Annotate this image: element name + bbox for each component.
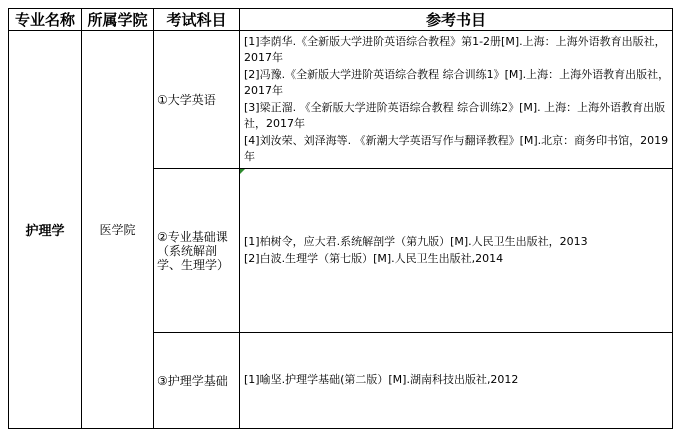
subject-row-1 [9,31,673,169]
document [8,8,673,429]
books-cell-3 [240,333,673,429]
book-entry: [2]冯豫.《全新版大学进阶英语综合教程 综合训练1》[M].上海：上海外语教育出版社，2017年 [244,67,670,97]
header-major: 专业名称 [9,9,82,31]
reference-table [8,8,673,429]
college-cell: 医学院 [82,31,154,429]
major-cell: 护理学 [9,31,82,429]
book-entry: [1]喻坚.护理学基础(第二版）[M].湖南科技出版社,2012 [244,373,519,387]
header-row [9,9,673,31]
subject-cell-2: ②专业基础课（系统解剖学、生理学） [154,169,240,333]
books-cell-2 [240,169,673,333]
book-entry: [2]白波.生理学（第七版）[M].人民卫生出版社,2014 [244,251,504,265]
header-subject: 考试科目 [154,9,240,31]
book-entry: [1]柏树令，应大君.系统解剖学（第九版）[M].人民卫生出版社，2013 [244,235,588,248]
book-entry: [3]梁正溜. 《全新版大学进阶英语综合教程 综合训练2》[M]. 上海：上海外语教育出版社，2017年 [244,100,666,130]
book-entry: [1]李荫华.《全新版大学进阶英语综合教程》第1-2册[M].上海：上海外语教育出版社，2017年 [244,34,666,64]
book-entry: [4]刘汝荣、刘泽海等. 《新潮大学英语写作与翻译教程》[M].北京：商务印书馆，2019年 [244,133,669,163]
subject-cell-1: ①大学英语 [154,31,240,169]
header-college: 所属学院 [82,9,154,31]
header-books: 参考书目 [240,9,673,31]
subject-cell-3: ③护理学基础 [154,333,240,429]
books-cell-1 [240,31,673,169]
